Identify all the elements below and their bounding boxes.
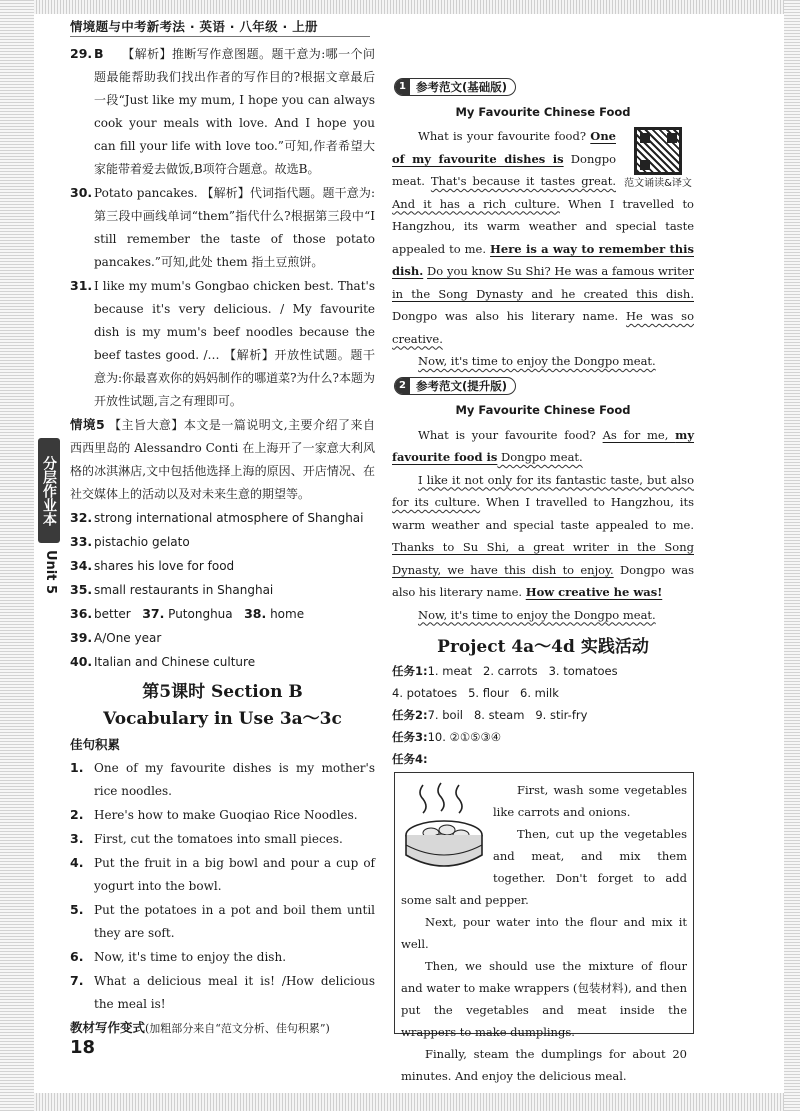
answer-40: 40. Italian and Chinese culture: [70, 654, 256, 669]
scan-border-bottom: [0, 1093, 800, 1111]
task-4-box: First, wash some vegetables like carrots and onions. Then, cut up the vegetables and meat, and mix them together. Don't forget to add some salt and pepper. Next, pour water into the flour and mix it well. Then, we should use the mixture of flour and water to make wrappers (包装材料), and then put the vegetables and meat inside the wrappers to make dumplings. Finally, steam the dumplings for about 20 minutes. And enjoy the delicious meal.: [394, 772, 694, 1034]
running-header: 情境题与中考新考法 · 英语 · 八年级 · 上册: [70, 19, 318, 34]
answer-list-32-35: [70, 506, 375, 602]
scan-border-left: [0, 0, 34, 1111]
answers-36-38: 36. better 37. Putonghua 38. home: [70, 606, 305, 621]
task-3: 任务3:10. ②①⑤③④: [392, 730, 502, 744]
banner-tag: 2: [395, 378, 410, 394]
list-item: 5. Put the potatoes in a pot and boil them until they are soft.: [70, 902, 375, 940]
lesson-subtitle: Vocabulary in Use 3a～3c: [103, 709, 342, 729]
answer-39: 39. A/One year: [70, 630, 162, 645]
qr-code-icon: [634, 127, 682, 175]
list-item: 33. pistachio gelato: [70, 534, 190, 549]
essay-title-basic: My Favourite Chinese Food: [455, 104, 631, 119]
answer-30: 30. Potato pancakes. 【解析】代词指代题。题干意为:第三段中画线单词“them”指代什么?根据第三段中“I still remember the taste of those potato pancakes.”可知,此处 them 指土豆煎饼。: [70, 185, 375, 269]
qr-code[interactable]: [622, 127, 694, 191]
page-number: 18: [70, 1037, 96, 1058]
qr-caption: 范文诵读&译文: [624, 178, 692, 189]
sentences-heading: 佳句积累: [70, 737, 121, 752]
banner-basic: 1 参考范文(基础版): [394, 78, 516, 96]
list-item: 32. strong international atmosphere of Shanghai: [70, 510, 364, 525]
list-item: 4. Put the fruit in a big bowl and pour a cup of yogurt into the bowl.: [70, 855, 375, 893]
project-title: Project 4a～4d 实践活动: [437, 637, 649, 657]
task-1: 任务1:1. meat 2. carrots 3. tomatoes: [392, 664, 618, 678]
list-item: 2. Here's how to make Guoqiao Rice Noodles.: [70, 807, 358, 822]
writing-heading: 教材写作变式(加粗部分来自“范文分析、佳句积累”): [70, 1020, 330, 1035]
list-item: 1. One of my favourite dishes is my mother's rice noodles.: [70, 760, 375, 798]
list-item: 34. shares his love for food: [70, 558, 235, 573]
right-column: [392, 74, 694, 770]
answer-31: 31. I like my mum's Gongbao chicken best. That's because it's very delicious. / My favourite dish is my mum's beef noodles because the beef tastes good. /… 【解析】开放性试题。题干意为:你最喜欢你的妈妈制作的哪道菜?为什么?本题为开放性试题,言之有理即可。: [70, 278, 375, 408]
list-item: 3. First, cut the tomatoes into small pieces.: [70, 831, 343, 846]
list-item: 6. Now, it's time to enjoy the dish.: [70, 949, 287, 964]
scan-border-top: [0, 0, 800, 14]
banner-advanced: 2 参考范文(提升版): [394, 377, 516, 395]
list-item: 35. small restaurants in Shanghai: [70, 582, 274, 597]
side-unit-label: Unit 5: [43, 550, 58, 595]
left-column: [70, 42, 375, 1040]
lesson-title: 第5课时 Section B: [142, 682, 303, 702]
side-tab: 分层作业本: [38, 438, 60, 543]
task-4: 任务4:: [392, 752, 428, 766]
task-1-cont: 4. potatoes 5. flour 6. milk: [392, 686, 559, 700]
task-2: 任务2:7. boil 8. steam 9. stir-fry: [392, 708, 588, 722]
answer-29: 29. B 【解析】推断写作意图题。题干意为:哪一个问题最能帮助我们找出作者的写作目的?根据文章最后一段“Just like my mum, I hope you can always cook your meals with love. And I hope you can fill your life with love too.”可知,作者希望大家能带着爱去做饭,B项符合题意。故选B。: [70, 46, 375, 176]
scan-border-right: [784, 0, 800, 1111]
essay-title-advanced: My Favourite Chinese Food: [455, 403, 631, 417]
essay-basic: 范文诵读&译文 What is your favourite food? One of my favourite dishes is Dongpo meat. That's because it tastes great. And it has a rich culture. When I travelled to Hangzhou, its warm weather and special taste appealed to me. Here is a way to remember this dish. Do you know Su Shi? He was a famous writer in the Song Dynasty and he created this dish. Dongpo was also his literary name. He was so creative. Now, it's time to enjoy the Dongpo meat.: [392, 129, 694, 368]
banner-tag: 1: [395, 79, 410, 95]
steamer-icon: [401, 779, 487, 875]
list-item: 7. What a delicious meal it is! /How delicious the meal is!: [70, 973, 375, 1011]
header-rule: [70, 36, 370, 37]
scenario-5: 情境5 【主旨大意】本文是一篇说明文,主要介绍了来自西西里岛的 Alessandro Conti 在上海开了一家意大利风格的冰淇淋店,文中包括他选择上海的原因、开店情况、在社交媒体上的活动以及对未来生意的期望等。: [70, 417, 375, 501]
sentence-list: [70, 756, 375, 1016]
essay-advanced: What is your favourite food? As for me, my favourite food is Dongpo meat. I like it not only for its fantastic taste, but also for its culture. When I travelled to Hangzhou, its warm weather and special taste appealed to me. Thanks to Su Shi, a great writer in the Song Dynasty, we have this dish to enjoy. Dongpo was also his literary name. How creative he was! Now, it's time to enjoy the Dongpo meat.: [392, 427, 695, 622]
